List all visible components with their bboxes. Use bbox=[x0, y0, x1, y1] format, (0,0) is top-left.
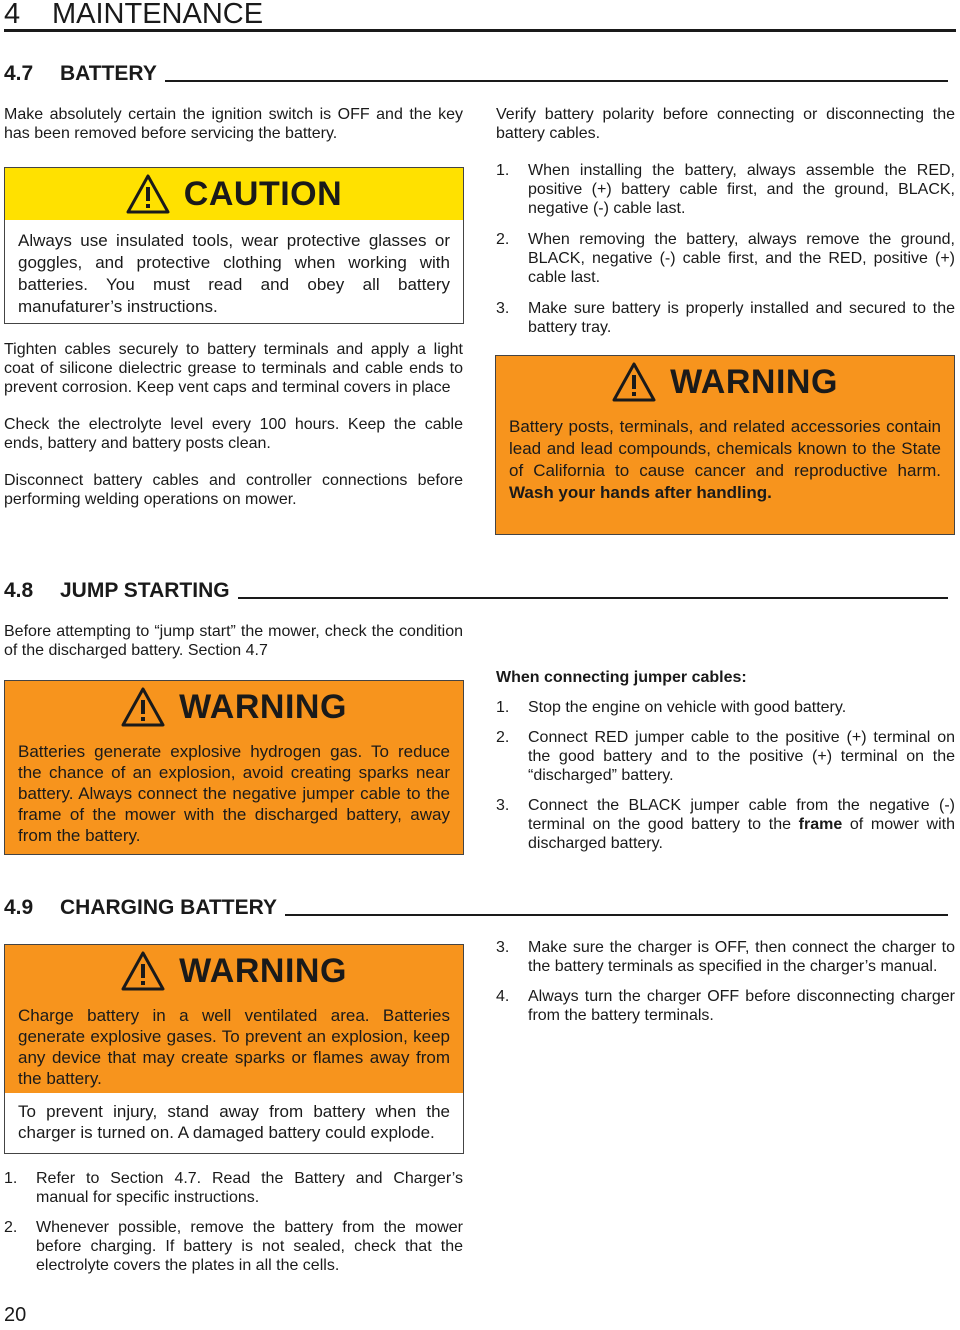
warning-triangle-icon bbox=[121, 687, 165, 727]
charging-right-text bbox=[496, 938, 955, 1025]
list-item: 3. Make sure the charger is OFF, then connect the charger to the battery terminals as specified in the charger’s manual. bbox=[496, 939, 955, 975]
warning-text: Batteries generate explosive hydrogen gas. To reduce the chance of an explosion, avoid creating sparks near battery. Always connect the negative jumper cable to the frame of the mower with the discharged battery, away from the battery. bbox=[18, 742, 450, 845]
jump-intro bbox=[4, 622, 463, 660]
subheading: When connecting jumper cables: bbox=[496, 669, 747, 686]
section-title: BATTERY bbox=[60, 62, 157, 85]
warning-box-hydrogen bbox=[4, 680, 464, 855]
battery-left-text bbox=[4, 340, 463, 509]
jump-steps bbox=[496, 698, 955, 853]
section-title: JUMP STARTING bbox=[60, 579, 230, 602]
section-title: CHARGING BATTERY bbox=[60, 896, 277, 919]
warning-body bbox=[496, 408, 954, 504]
warning-box-charging bbox=[4, 944, 464, 1154]
intro-text: Make absolutely certain the ignition switch is OFF and the key has been removed before servicing the battery. bbox=[4, 106, 463, 142]
paragraph-terminals: Tighten cables securely to battery terminals and apply a light coat of silicone dielectric grease to terminals and cable ends to prevent corrosion. Keep vent caps and terminal covers in place bbox=[4, 341, 463, 396]
chapter-title: MAINTENANCE bbox=[52, 0, 264, 30]
warning-header bbox=[5, 945, 463, 997]
list-item: 3. Connect the BLACK jumper cable from the negative (-) terminal on the good battery to the frame of mower with discharged battery. bbox=[496, 797, 956, 852]
warning-triangle-icon bbox=[121, 951, 165, 991]
paragraph-welding: Disconnect battery cables and controller connections before performing welding operations on mower. bbox=[4, 472, 463, 508]
charging-steps-left bbox=[4, 1169, 463, 1275]
charging-left-text bbox=[4, 1169, 463, 1275]
chapter-header bbox=[4, 0, 956, 32]
section-number: 4.8 bbox=[4, 579, 34, 602]
battery-right-text bbox=[496, 105, 955, 337]
jump-right-text bbox=[496, 668, 955, 853]
battery-intro bbox=[4, 105, 463, 143]
heading-rule bbox=[238, 597, 948, 599]
warning-header bbox=[496, 356, 954, 408]
warning-box-lead bbox=[495, 355, 955, 535]
section-heading-jump-starting bbox=[4, 579, 948, 603]
paragraph-electrolyte: Check the electrolyte level every 100 hours. Keep the cable ends, battery and battery posts clean. bbox=[4, 416, 463, 452]
warning-continued-body bbox=[5, 1093, 463, 1143]
list-item: 4. Always turn the charger OFF before disconnecting charger from the battery terminals. bbox=[496, 988, 955, 1024]
battery-steps bbox=[496, 161, 955, 337]
warning-header bbox=[5, 681, 463, 733]
warning-text: Charge battery in a well ventilated area. Batteries generate explosive gases. To prevent an explosion, keep any device that may create sparks or flames away from the battery. bbox=[18, 1006, 450, 1088]
warning-body bbox=[5, 997, 463, 1089]
list-item: 1. When installing the battery, always assemble the RED, positive (+) battery cable first, and the ground, BLACK, negative (-) cable last. bbox=[496, 162, 955, 217]
chapter-number: 4 bbox=[4, 0, 21, 30]
caution-header bbox=[5, 168, 463, 220]
warning-label: WARNING bbox=[179, 687, 347, 726]
heading-rule bbox=[285, 914, 948, 916]
warning-body bbox=[5, 733, 463, 846]
list-item: 3. Make sure battery is properly installed and secured to the battery tray. bbox=[496, 300, 955, 336]
page-number: 20 bbox=[4, 1304, 27, 1326]
polarity-text: Verify battery polarity before connecting or disconnecting the battery cables. bbox=[496, 106, 955, 142]
list-item: 2. When removing the battery, always remove the ground, BLACK, negative (-) cable first, and the RED, positive (+) cable last. bbox=[496, 231, 955, 286]
section-number: 4.7 bbox=[4, 62, 34, 85]
charging-steps-right bbox=[496, 938, 955, 1025]
section-heading-charging-battery bbox=[4, 896, 948, 920]
heading-rule bbox=[165, 80, 948, 82]
section-heading-battery bbox=[4, 62, 948, 86]
section-number: 4.9 bbox=[4, 896, 34, 919]
warning-triangle-icon bbox=[126, 174, 170, 214]
caution-box bbox=[4, 167, 464, 324]
intro-text: Before attempting to “jump start” the mower, check the condition of the discharged battery. Section 4.7 bbox=[4, 623, 463, 659]
caution-label: CAUTION bbox=[183, 174, 343, 213]
caution-body bbox=[5, 220, 463, 318]
warning-label: WARNING bbox=[179, 951, 347, 990]
caution-text: Always use insulated tools, wear protective glasses or goggles, and protective clothing when working with batteries. You must read and obey all battery manufaturer’s instructions. bbox=[18, 231, 450, 316]
warning-text: Battery posts, terminals, and related accessories contain lead and lead compounds, chemicals known to the State of California to cause cancer and reproductive harm. Wash your hands after handling. bbox=[509, 417, 941, 502]
list-item: 2. Whenever possible, remove the battery from the mower before charging. If battery is not sealed, check that the electrolyte covers the plates in all the cells. bbox=[4, 1219, 463, 1274]
list-item: 2. Connect RED jumper cable to the positive (+) terminal on the good battery and to the positive (+) terminal on the “discharged” battery. bbox=[496, 729, 955, 784]
warning-label: WARNING bbox=[670, 362, 838, 401]
warning-triangle-icon bbox=[612, 362, 656, 402]
list-item: 1. Stop the engine on vehicle with good battery. bbox=[496, 699, 847, 716]
warning-text-2: To prevent injury, stand away from battery when the charger is turned on. A damaged battery could explode. bbox=[18, 1102, 450, 1142]
list-item: 1. Refer to Section 4.7. Read the Battery and Charger’s manual for specific instructions. bbox=[4, 1170, 463, 1206]
